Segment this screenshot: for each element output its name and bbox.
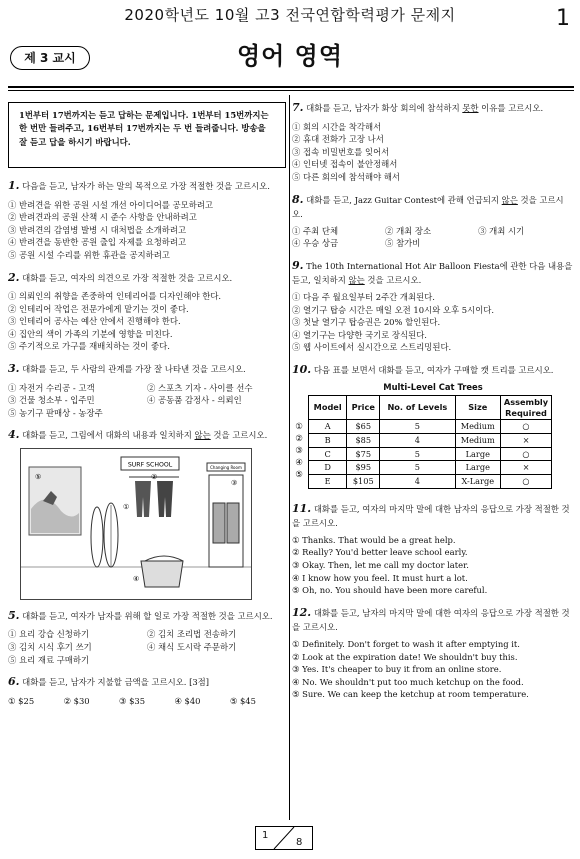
answer-option[interactable]: ④ 공동품 감정사 - 의뢰인 [147,395,242,406]
question-4 [8,427,286,600]
row-option-label[interactable]: ② [295,433,303,444]
answer-option[interactable]: ④ 우승 상금 [292,238,339,249]
answer-option[interactable]: ③ 김치 시식 후기 쓰기 [8,642,92,653]
table-cell: 5 [380,447,455,461]
question-stem: 대화를 듣고, 두 사람의 관계를 가장 잘 나타낸 것을 고르시오. [22,364,246,375]
answer-option[interactable]: ② Look at the expiration date! We shouldn't buy this. [292,651,518,662]
answer-option[interactable]: ④ 채식 도시락 주문하기 [147,642,237,653]
answer-option[interactable]: ④ 집안의 색이 가족의 기분에 영향을 미친다. [8,328,173,339]
answer-option[interactable]: ② 개최 장소 [385,225,432,236]
picture-label-5: ⑤ [35,472,42,481]
question-number: 12. [292,605,312,619]
question-number: 5. [8,608,20,622]
row-option-label[interactable]: ③ [295,445,303,456]
table-row[interactable] [309,475,552,489]
question-1 [8,178,286,262]
answer-option[interactable]: ① 자전거 수리공 - 고객 [8,382,95,393]
answer-option[interactable]: ④ No. We shouldn't put too much ketchup on the food. [292,676,524,687]
answer-option[interactable]: ② 인테리어 작업은 전문가에게 맡기는 것이 좋다. [8,303,189,314]
question-stem: 것을 고르시오. [292,194,564,220]
question-stem: 다음을 듣고, 남자가 하는 말의 목적으로 가장 적절한 것을 고르시오. [22,181,270,191]
question-6 [8,674,286,707]
question-stem-underlined: 못한 [462,103,479,113]
answer-option[interactable]: ① 요리 강습 신청하기 [8,629,90,640]
session-badge: 제 3 교시 [10,46,90,70]
table-title: Multi-Level Cat Trees [383,381,483,392]
answer-option[interactable]: ④ I know how you feel. It must hurt a lot. [292,572,468,583]
question-number: 4. [8,428,20,442]
question-stem-underlined: 않는 [348,275,365,286]
question-number: 3. [8,362,20,376]
answer-option[interactable]: ⑤ 주기적으로 가구를 재배치하는 것이 좋다. [8,341,170,352]
question-number: 2. [8,270,20,284]
answer-option[interactable]: ⑤ $45 [229,695,256,706]
left-column [8,100,286,715]
question-stem: 대화를 듣고, 여자의 의견으로 가장 적절한 것을 고르시오. [22,272,233,283]
exam-header-title: 2020학년도 10월 고3 전국연합학력평가 문제지 [124,6,456,24]
row-option-label[interactable]: ① [295,421,303,432]
question-stem: 대화를 듣고, Jazz Guitar Contest에 관해 언급되지 [306,194,502,205]
answer-option[interactable]: ⑤ 참가비 [385,238,421,249]
question-stem: 대화를 듣고, 남자가 화상 회의에 참석하지 [306,103,463,113]
table-cell: $85 [347,434,380,448]
header-rule-thin [8,90,574,91]
answer-option[interactable]: ③ 개최 시기 [478,225,525,236]
picture-label-4: ④ [133,574,140,583]
table-cell: $105 [347,475,380,489]
answer-option[interactable]: ① 다음 주 월요일부터 2주간 개최된다. [292,291,435,302]
question-stem: 대화를 듣고, 여자가 남자를 위해 할 일로 가장 적절한 것을 고르시오. [22,610,273,621]
table-cell: 4 [380,475,455,489]
table-row[interactable] [309,434,552,448]
answer-option[interactable]: ② 휴대 전화가 고장 나서 [292,134,384,145]
answer-option[interactable]: ③ 첫날 열기구 탑승권은 20% 할인된다. [292,317,441,328]
table-cell: ○ [501,420,552,434]
answer-option[interactable]: ② 열기구 탑승 시간은 매일 오전 10시와 오후 5시이다. [292,304,495,315]
question-5 [8,608,286,666]
question-9 [292,258,574,354]
question-stem: 이유를 고르시오. [478,103,544,113]
table-cell: $75 [347,447,380,461]
changing-room-sign: Changing Room [210,464,242,470]
question-2 [8,270,286,354]
question-number: 10. [292,363,312,377]
answer-option[interactable]: ⑤ 공원 시설 수리를 위한 휴관을 공지하려고 [8,249,170,260]
table-cell: × [501,434,552,448]
answer-option[interactable]: ① 주최 단체 [292,225,339,236]
question-stem: 대화를 듣고, 여자의 마지막 말에 대한 남자의 응답으로 가장 적절한 것을 고르시오. [292,503,570,529]
answer-option[interactable]: ① Definitely. Don't forget to wash it after emptying it. [292,639,520,649]
table-cell: Large [455,461,500,475]
table-cell: 5 [380,420,455,434]
question-8 [292,192,574,250]
total-pages: 8 [296,837,303,848]
table-cell: 4 [380,434,455,448]
table-cell: B [309,434,347,448]
row-option-label[interactable]: ④ [295,457,303,468]
column-header: Model [309,396,347,420]
answer-option[interactable]: ④ 열기구는 다양한 국기로 장식된다. [292,329,427,340]
page-number: 1 [556,6,570,31]
table-cell: C [309,447,347,461]
table-cell: Large [455,447,500,461]
answer-option[interactable]: ③ 인테리어 공사는 예산 안에서 진행해야 한다. [8,316,181,327]
answer-option[interactable]: ① 회의 시간을 착각해서 [292,121,382,132]
question-stem: 다음 표를 보면서 대화를 듣고, 여자가 구매할 캣 트리를 고르시오. [313,365,554,376]
table-row[interactable] [309,420,552,434]
table-cell: ○ [501,447,552,461]
question-number: 1. [8,179,20,192]
question-stem: 것을 고르시오. [210,430,268,441]
right-column [292,100,574,709]
answer-option[interactable]: ⑤ Sure. We can keep the ketchup at room temperature. [292,689,529,700]
question-stem: The 10th International Hot Air Balloon Fiesta에 관한 다음 내용을 듣고, 일치하지 [292,260,573,286]
answer-option[interactable]: ③ 접속 비밀번호를 잊어서 [292,146,390,157]
question-number: 6. [8,675,20,689]
answer-option[interactable]: ⑤ 웹 사이트에서 실시간으로 스트리밍된다. [292,342,452,353]
column-header: Assembly Required [501,396,552,420]
answer-option[interactable]: ⑤ Oh, no. You should have been more careful. [292,585,488,596]
question-stem-underlined: 않은 [501,194,518,205]
table-cell: Medium [455,434,500,448]
question-10 [292,362,574,489]
table-cell: $65 [347,420,380,434]
answer-option[interactable]: ① 반려견을 위한 공원 시설 개선 아이디어를 공모하려고 [8,199,213,210]
surf-school-sign: SURF SCHOOL [127,461,173,469]
answer-option[interactable]: ② $30 [63,695,90,706]
picture-label-3: ③ [231,478,238,487]
cat-tree-table-wrap [292,395,574,489]
answer-option[interactable]: ① Thanks. That would be a great help. [292,534,456,545]
surf-school-drawing [21,449,251,599]
answer-option[interactable]: ② Really? You'd better leave school early. [292,547,468,558]
question-stem: 대화를 듣고, 그림에서 대화의 내용과 일치하지 [22,430,195,441]
answer-option[interactable]: ⑤ 다른 회의에 참석해야 해서 [292,171,401,182]
question-number: 9. [292,258,304,272]
column-header: Size [455,396,500,420]
answer-option[interactable]: ④ 인터넷 접속이 불안정해서 [292,159,398,170]
question-12 [292,605,574,701]
answer-option[interactable]: ② 반려견과의 공원 산책 시 준수 사항을 안내하려고 [8,212,197,223]
question-stem: 대화를 듣고, 남자의 마지막 말에 대한 여자의 응답으로 가장 적절한 것을 고르시오. [292,607,570,633]
question-number: 11. [292,501,312,515]
question-stem: 것을 고르시오. [364,275,422,286]
answer-option[interactable]: ③ 반려견의 감염병 발병 시 대처법을 소개하려고 [8,224,187,235]
answer-option[interactable]: ③ 건물 청소부 - 입주민 [8,395,95,406]
answer-option[interactable]: ⑤ 농기구 판매상 - 농장주 [8,407,103,418]
table-row[interactable] [309,447,552,461]
current-page: 1 [262,830,269,841]
table-cell: × [501,461,552,475]
answer-option[interactable]: ① 의뢰인의 취향을 존중하여 인테리어를 디자인해야 한다. [8,291,222,302]
answer-option[interactable]: ④ 반려견을 동반한 공원 출입 자제를 요청하려고 [8,237,187,248]
answer-option[interactable]: ② 스포츠 기자 - 사이클 선수 [147,382,253,393]
picture-label-2: ② [151,472,158,481]
answer-option[interactable]: ③ Yes. It's cheaper to buy it from an online store. [292,664,502,675]
subject-title: 영어 영역 [236,42,344,70]
question-7 [292,100,574,184]
column-header: No. of Levels [380,396,455,420]
surf-school-illustration [20,448,252,600]
table-cell: Medium [455,420,500,434]
table-cell: E [309,475,347,489]
cat-tree-table [308,395,552,489]
question-number: 7. [292,101,304,114]
table-row[interactable] [309,461,552,475]
question-stem-underlined: 않는 [194,430,211,441]
page-indicator [255,826,313,850]
table-cell: ○ [501,475,552,489]
table-cell: A [309,420,347,434]
table-cell: 5 [380,461,455,475]
column-header: Price [347,396,380,420]
answer-option[interactable]: ③ Okay. Then, let me call my doctor later. [292,560,469,571]
header-rule [8,86,574,88]
question-stem: 대화를 듣고, 남자가 지불할 금액을 고르시오. [3점] [22,677,210,688]
answer-option[interactable]: ④ $40 [174,695,201,706]
answer-option[interactable]: ③ $35 [118,695,146,706]
picture-label-1: ① [123,502,130,511]
question-number: 8. [292,192,304,206]
column-divider [289,95,290,820]
table-cell: D [309,461,347,475]
table-cell: X-Large [455,475,500,489]
row-option-label[interactable]: ⑤ [295,469,303,480]
answer-option[interactable]: ⑤ 요리 재료 구매하기 [8,654,90,665]
table-cell: $95 [347,461,380,475]
answer-option[interactable]: ① $25 [8,695,35,706]
question-3 [8,361,286,419]
question-11 [292,501,574,597]
answer-option[interactable]: ② 김치 조리법 전송하기 [147,629,237,640]
listening-notice: 1번부터 17번까지는 듣고 답하는 문제입니다. 1번부터 15번까지는 한 번만 들려주고, 16번부터 17번까지는 두 번 들려줍니다. 방송을 잘 듣고 답을 하시기 바랍니다. [8,102,286,168]
